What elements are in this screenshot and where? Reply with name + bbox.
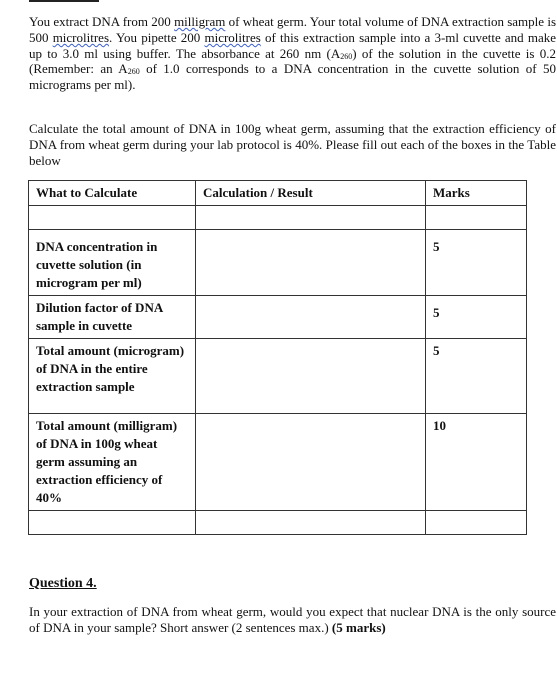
row-item: Total amount (milligram) of DNA in 100g wheat germ assuming an extraction efficiency of 40% (29, 414, 196, 511)
spellcheck-word: microlitres (204, 29, 261, 45)
answer-cell[interactable] (196, 296, 426, 339)
question-text: In your extraction of DNA from wheat germ, would you expect that nuclear DNA is the only source of DNA in your sample? Short answer (2 sentences max.) (5 marks) (29, 604, 556, 635)
table-header-row (29, 181, 527, 206)
intro-paragraph: You extract DNA from 200 milligram of wheat germ. Your total volume of DNA extraction sample is 500 microlitres. You pipette 200 microlitres of this extraction sample into a 3-ml cuvette and make up to 3.0 ml using buffer. The absorbance at 260 nm $(A_{260})$ of the solution in the cuvette is 0.2 (Remember: an $A_{260}$ of 1.0 corresponds to a DNA concentration in the cuvette solution of 50 micrograms per ml). (29, 14, 557, 93)
top-rule (29, 0, 99, 2)
header-what: What to Calculate (29, 181, 196, 206)
table-row-blank (29, 206, 527, 230)
question-marks: (5 marks) (331, 619, 386, 635)
header-marks: Marks (426, 181, 527, 206)
answer-cell[interactable] (196, 339, 426, 414)
table-row (29, 296, 527, 339)
row-marks: 5 (426, 230, 527, 296)
instruction-paragraph: Calculate the total amount of DNA in 100g wheat germ, assuming that the extraction efficiency of DNA from wheat germ during your lab protocol is 40%. Please fill out each of the boxes in the Table below (29, 121, 556, 168)
row-item: Dilution factor of DNA sample in cuvette (29, 296, 196, 339)
calculation-table (28, 180, 527, 535)
row-item: Total amount (microgram) of DNA in the entire extraction sample (29, 339, 196, 414)
question-heading: Question 4. (29, 576, 97, 591)
table-row (29, 339, 527, 414)
answer-cell[interactable] (196, 230, 426, 296)
answer-cell[interactable] (196, 511, 426, 535)
row-item: DNA concentration in cuvette solution (in microgram per ml) (29, 230, 196, 296)
answer-cell[interactable] (196, 206, 426, 230)
table-row (29, 230, 527, 296)
row-marks: 5 (426, 339, 527, 414)
spellcheck-word: milligram (174, 14, 226, 29)
spellcheck-word: microlitres (52, 29, 110, 45)
row-marks: 10 (426, 414, 527, 511)
answer-cell[interactable] (196, 414, 426, 511)
row-marks: 5 (426, 296, 527, 339)
header-calculation: Calculation / Result (196, 181, 426, 206)
table-row (29, 414, 527, 511)
table-row-blank (29, 511, 527, 535)
